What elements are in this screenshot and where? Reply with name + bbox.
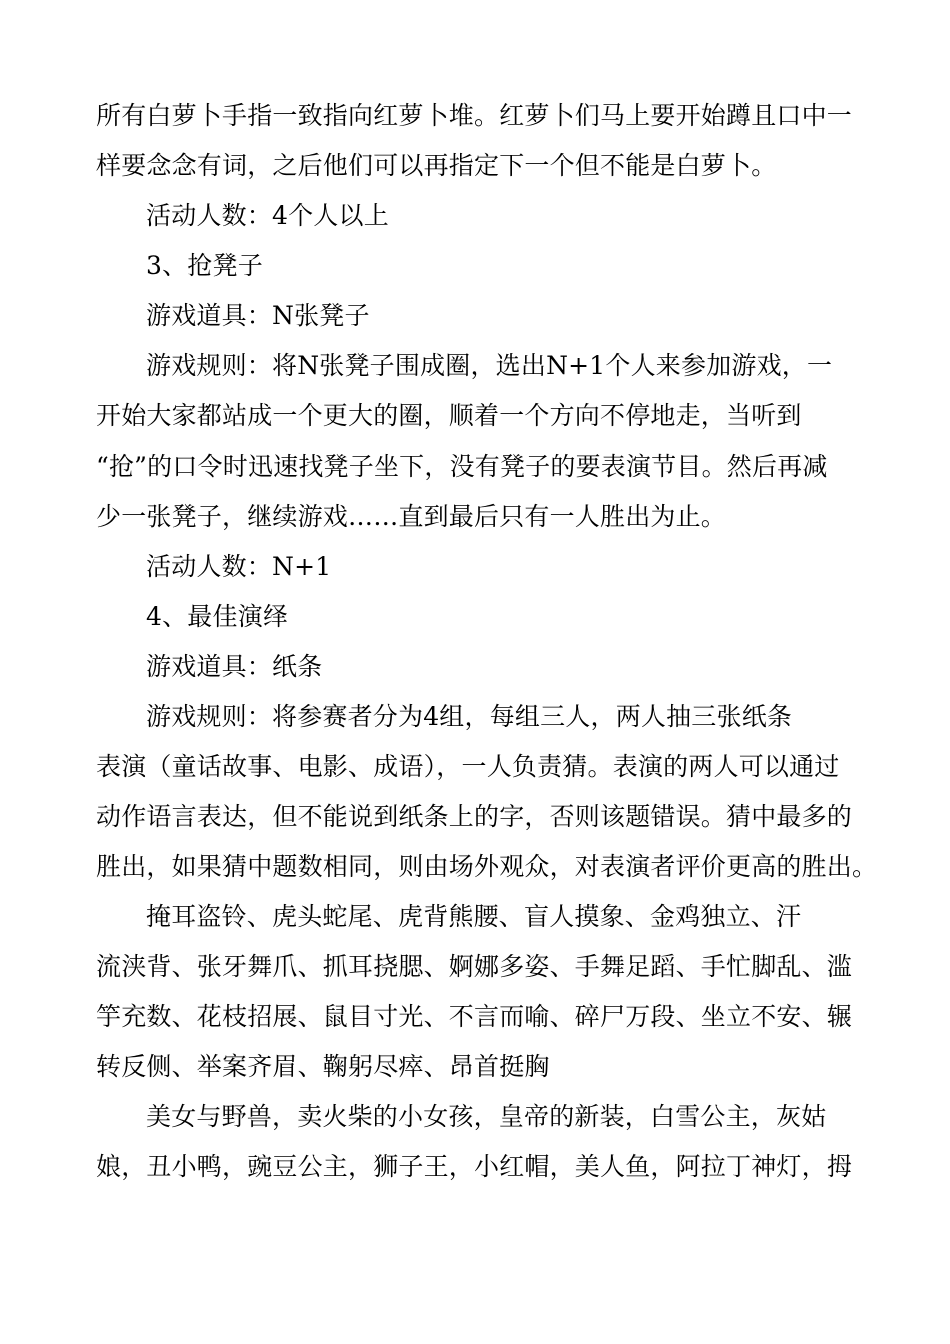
story-list-line: 美女与野兽，卖火柴的小女孩，皇帝的新装，白雪公主，灰姑 <box>146 1102 827 1131</box>
paragraph-line: 开始大家都站成一个更大的圈，顺着一个方向不停地走，当听到 <box>96 401 802 430</box>
paragraph-line: 少一张凳子，继续游戏……直到最后只有一人胜出为止。 <box>96 502 727 531</box>
paragraph-line: 胜出，如果猜中题数相同，则由场外观众，对表演者评价更高的胜出。 <box>96 852 878 881</box>
idiom-list-line: 流浃背、张牙舞爪、抓耳挠腮、婀娜多姿、手舞足蹈、手忙脚乱、滥 <box>96 952 853 981</box>
story-list-line: 娘，丑小鸭，豌豆公主，狮子王，小红帽，美人鱼，阿拉丁神灯，拇 <box>96 1152 853 1181</box>
paragraph-line: 动作语言表达，但不能说到纸条上的字，否则该题错误。猜中最多的 <box>96 802 853 831</box>
paragraph-line: 表演（童话故事、电影、成语），一人负责猜。表演的两人可以通过 <box>96 752 840 781</box>
idiom-list-line: 竽充数、花枝招展、鼠目寸光、不言而喻、碎尸万段、坐立不安、辗 <box>96 1002 853 1031</box>
paragraph-line: 所有白萝卜手指一致指向红萝卜堆。红萝卜们马上要开始蹲且口中一 <box>96 101 853 130</box>
game-props-line: 游戏道具：纸条 <box>146 652 323 681</box>
idiom-list-line: 掩耳盗铃、虎头蛇尾、虎背熊腰、盲人摸象、金鸡独立、汗 <box>146 902 802 931</box>
game-rules-line: 游戏规则：将N张凳子围成圈，选出N+1个人来参加游戏，一 <box>146 351 833 380</box>
participant-count-line: 活动人数：4个人以上 <box>146 201 389 230</box>
game-rules-line: 游戏规则：将参赛者分为4组，每组三人，两人抽三张纸条 <box>146 702 793 731</box>
section-heading: 4、最佳演绎 <box>146 602 289 631</box>
participant-count-line: 活动人数：N+1 <box>146 552 332 581</box>
paragraph-line: 样要念念有词，之后他们可以再指定下一个但不能是白萝卜。 <box>96 151 777 180</box>
section-heading: 3、抢凳子 <box>146 251 263 280</box>
idiom-list-line: 转反侧、举案齐眉、鞠躬尽瘁、昂首挺胸 <box>96 1052 550 1081</box>
game-props-line: 游戏道具：N张凳子 <box>146 301 370 330</box>
paragraph-line: “抢”的口令时迅速找凳子坐下，没有凳子的要表演节目。然后再减 <box>96 452 828 481</box>
